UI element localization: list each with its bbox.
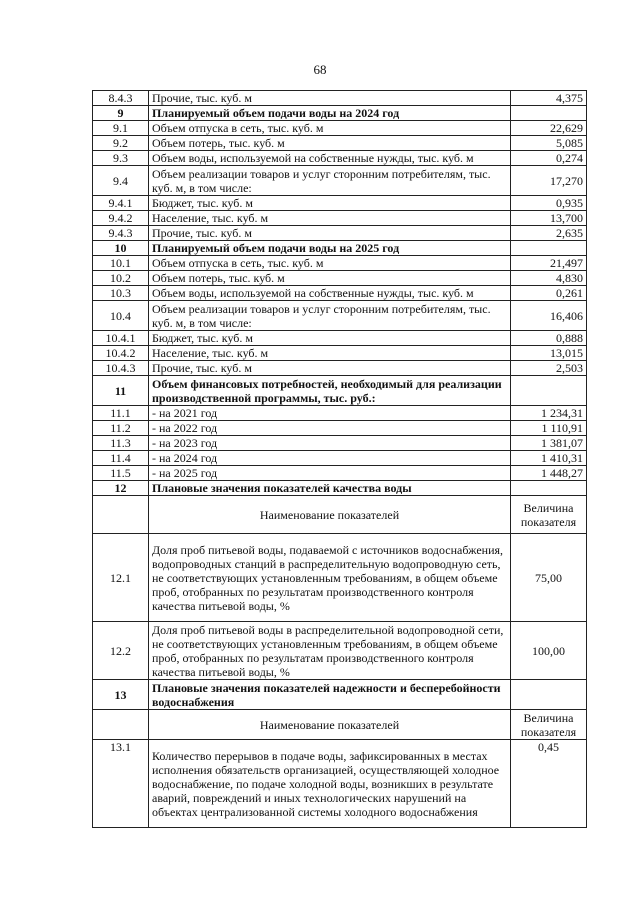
row-label: Прочие, тыс. куб. м <box>149 91 511 106</box>
table-row <box>93 361 587 376</box>
table-row <box>93 136 587 151</box>
row-value: 13,015 <box>511 346 587 361</box>
row-label: Объем воды, используемой на собственные нужды, тыс. куб. м <box>149 286 511 301</box>
row-label: Объем потерь, тыс. куб. м <box>149 271 511 286</box>
row-value: 5,085 <box>511 136 587 151</box>
table-row <box>93 496 587 534</box>
row-label: Количество перерывов в подаче воды, зафиксированных в местах исполнения обязательств организацией, осуществляющей холодное водоснабжение, по подаче холодной воды, возникших в результате аварий, повреждений и иных технологических нарушений на объектах централизованной системы холодного водоснабжения <box>149 740 511 828</box>
row-value <box>511 241 587 256</box>
row-number: 10 <box>93 241 149 256</box>
table-row <box>93 740 587 828</box>
table-row <box>93 196 587 211</box>
table-row <box>93 376 587 406</box>
row-number: 9.4.3 <box>93 226 149 241</box>
table-row <box>93 421 587 436</box>
row-number: 11.4 <box>93 451 149 466</box>
row-number: 9.4 <box>93 166 149 196</box>
row-value: 4,375 <box>511 91 587 106</box>
row-number: 10.3 <box>93 286 149 301</box>
row-number: 9.4.2 <box>93 211 149 226</box>
row-value: 16,406 <box>511 301 587 331</box>
production-program-table <box>92 90 587 828</box>
row-number: 13.1 <box>93 740 149 828</box>
table-row <box>93 256 587 271</box>
row-value: 1 381,07 <box>511 436 587 451</box>
row-label: Бюджет, тыс. куб. м <box>149 196 511 211</box>
row-label: Население, тыс. куб. м <box>149 346 511 361</box>
row-value: 2,503 <box>511 361 587 376</box>
row-value: 0,45 <box>511 740 587 828</box>
row-number: 11.5 <box>93 466 149 481</box>
column-header-name: Наименование показателей <box>149 710 511 740</box>
row-value <box>511 481 587 496</box>
row-value: 1 410,31 <box>511 451 587 466</box>
row-label: - на 2025 год <box>149 466 511 481</box>
table-row <box>93 451 587 466</box>
table-row <box>93 166 587 196</box>
table-row <box>93 331 587 346</box>
table-row <box>93 151 587 166</box>
table-row <box>93 271 587 286</box>
table-row <box>93 226 587 241</box>
row-value: 22,629 <box>511 121 587 136</box>
row-value: 1 110,91 <box>511 421 587 436</box>
row-number: 13 <box>93 680 149 710</box>
row-label: - на 2022 год <box>149 421 511 436</box>
table-row <box>93 301 587 331</box>
row-number: 9 <box>93 106 149 121</box>
row-number: 12.1 <box>93 534 149 622</box>
table-row <box>93 622 587 680</box>
row-number: 8.4.3 <box>93 91 149 106</box>
row-number: 11.2 <box>93 421 149 436</box>
row-label: Население, тыс. куб. м <box>149 211 511 226</box>
table-row <box>93 211 587 226</box>
section-title: Планируемый объем подачи воды на 2025 год <box>149 241 511 256</box>
row-label: Объем реализации товаров и услуг сторонним потребителям, тыс. куб. м, в том числе: <box>149 166 511 196</box>
row-value: 100,00 <box>511 622 587 680</box>
table-row <box>93 106 587 121</box>
row-label: Объем воды, используемой на собственные нужды, тыс. куб. м <box>149 151 511 166</box>
row-value: 2,635 <box>511 226 587 241</box>
table-row <box>93 680 587 710</box>
row-label: Объем потерь, тыс. куб. м <box>149 136 511 151</box>
column-header-name: Наименование показателей <box>149 496 511 534</box>
row-label: - на 2021 год <box>149 406 511 421</box>
table-row <box>93 286 587 301</box>
table-row <box>93 481 587 496</box>
section-title: Плановые значения показателей надежности и бесперебойности водоснабжения <box>149 680 511 710</box>
row-value: 13,700 <box>511 211 587 226</box>
row-number: 10.2 <box>93 271 149 286</box>
row-label: Прочие, тыс. куб. м <box>149 226 511 241</box>
row-number: 12 <box>93 481 149 496</box>
column-header-value: Величина показателя <box>511 710 587 740</box>
row-value: 21,497 <box>511 256 587 271</box>
row-number: 9.4.1 <box>93 196 149 211</box>
row-label: Объем отпуска в сеть, тыс. куб. м <box>149 121 511 136</box>
table-row <box>93 406 587 421</box>
row-number <box>93 710 149 740</box>
table-row <box>93 241 587 256</box>
row-value: 1 448,27 <box>511 466 587 481</box>
row-label: Объем отпуска в сеть, тыс. куб. м <box>149 256 511 271</box>
section-title: Объем финансовых потребностей, необходимый для реализации производственной программы, тыс. руб.: <box>149 376 511 406</box>
column-header-value: Величина показателя <box>511 496 587 534</box>
section-title: Плановые значения показателей качества воды <box>149 481 511 496</box>
row-value: 0,274 <box>511 151 587 166</box>
row-label: Прочие, тыс. куб. м <box>149 361 511 376</box>
row-value: 17,270 <box>511 166 587 196</box>
table-row <box>93 436 587 451</box>
row-value <box>511 106 587 121</box>
row-number: 9.1 <box>93 121 149 136</box>
row-value <box>511 680 587 710</box>
row-value: 1 234,31 <box>511 406 587 421</box>
row-number: 10.4.3 <box>93 361 149 376</box>
row-number: 11.3 <box>93 436 149 451</box>
row-number: 9.2 <box>93 136 149 151</box>
row-label: - на 2024 год <box>149 451 511 466</box>
row-number: 9.3 <box>93 151 149 166</box>
row-label: Объем реализации товаров и услуг сторонним потребителям, тыс. куб. м, в том числе: <box>149 301 511 331</box>
row-number: 12.2 <box>93 622 149 680</box>
row-value: 0,888 <box>511 331 587 346</box>
row-number: 10.4.1 <box>93 331 149 346</box>
row-number: 10.4 <box>93 301 149 331</box>
table-row <box>93 466 587 481</box>
table-row <box>93 346 587 361</box>
row-label: Доля проб питьевой воды, подаваемой с источников водоснабжения, водопроводных станций в распределительную водопроводную сеть, не соответствующих установленным требованиям, в общем объеме проб, отобранных по результатам производственного контроля качества питьевой воды, % <box>149 534 511 622</box>
row-value: 0,935 <box>511 196 587 211</box>
section-title: Планируемый объем подачи воды на 2024 год <box>149 106 511 121</box>
row-value: 0,261 <box>511 286 587 301</box>
row-label: Бюджет, тыс. куб. м <box>149 331 511 346</box>
row-value <box>511 376 587 406</box>
row-number: 10.4.2 <box>93 346 149 361</box>
table-row <box>93 710 587 740</box>
row-number: 11.1 <box>93 406 149 421</box>
row-value: 75,00 <box>511 534 587 622</box>
row-number <box>93 496 149 534</box>
row-label: - на 2023 год <box>149 436 511 451</box>
table-row <box>93 121 587 136</box>
page-number: 68 <box>313 62 327 77</box>
row-value: 4,830 <box>511 271 587 286</box>
row-number: 11 <box>93 376 149 406</box>
row-number: 10.1 <box>93 256 149 271</box>
table-body <box>93 91 587 828</box>
table-row <box>93 91 587 106</box>
table-row <box>93 534 587 622</box>
row-label: Доля проб питьевой воды в распределительной водопроводной сети, не соответствующих установленным требованиям, в общем объеме проб, отобранных по результатам производственного контроля качества питьевой воды, % <box>149 622 511 680</box>
